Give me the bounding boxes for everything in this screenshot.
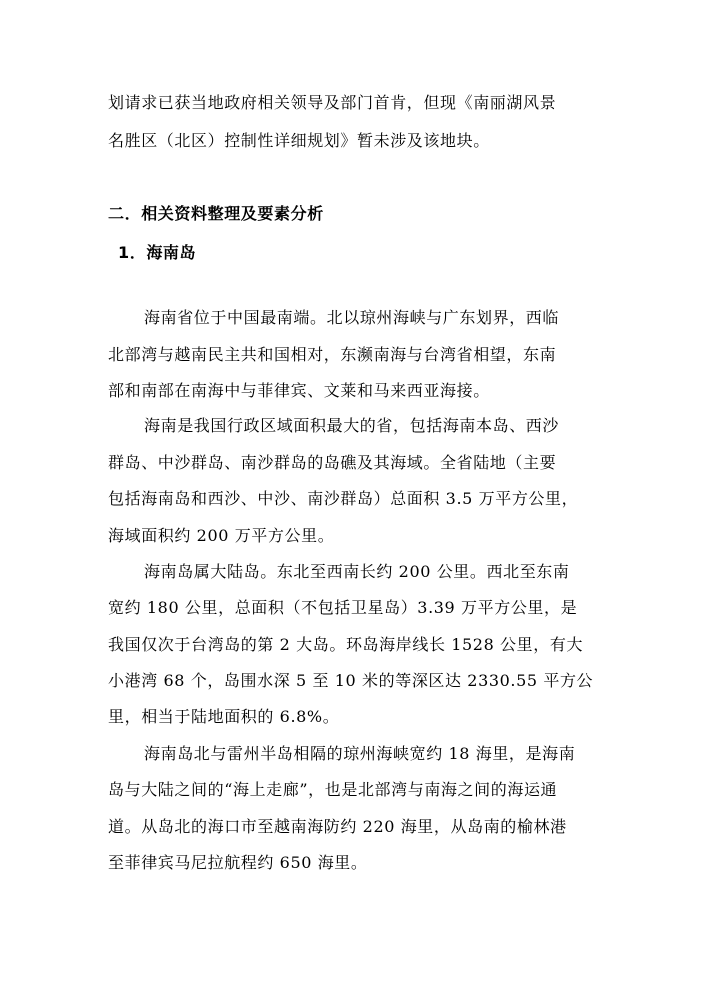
paragraph-line: 小港湾 68 个，岛围水深 5 至 10 米的等深区达 2330.55 平方公	[108, 671, 594, 690]
paragraph-line: 部和南部在南海中与菲律宾、文莱和马来西亚海接。	[108, 381, 490, 400]
paragraph-line: 海域面积约 200 万平方公里。	[108, 526, 335, 545]
intro-line: 名胜区（北区）控制性详细规划》暂未涉及该地块。	[108, 131, 490, 150]
paragraph-line: 海南岛北与雷州半岛相隔的琼州海峡宽约 18 海里，是海南	[144, 744, 576, 763]
paragraph-line: 里，相当于陆地面积的 6.8%。	[108, 707, 340, 726]
paragraph-line: 包括海南岛和西沙、中沙、南沙群岛）总面积 3.5 万平方公里，	[108, 489, 579, 508]
paragraph-line: 道。从岛北的海口市至越南海防约 220 海里，从岛南的榆林港	[108, 817, 567, 836]
paragraph-line: 海南省位于中国最南端。北以琼州海峡与广东划界，西临	[144, 308, 560, 327]
subsection-title: 1．海南岛	[118, 243, 197, 262]
paragraph-line: 海南岛属大陆岛。东北至西南长约 200 公里。西北至东南	[144, 562, 570, 581]
paragraph-line: 群岛、中沙群岛、南沙群岛的岛礁及其海域。全省陆地（主要	[108, 453, 557, 472]
paragraph-line: 我国仅次于台湾岛的第 2 大岛。环岛海岸线长 1528 公里，有大	[108, 635, 584, 654]
paragraph-line: 岛与大陆之间的“海上走廊”，也是北部湾与南海之间的海运通	[108, 780, 558, 799]
paragraph-line: 宽约 180 公里，总面积（不包括卫星岛）3.39 万平方公里，是	[108, 598, 578, 617]
intro-line: 划请求已获当地政府相关领导及部门首肯，但现《南丽湖风景	[108, 93, 557, 112]
paragraph-line: 北部湾与越南民主共和国相对，东濒南海与台湾省相望，东南	[108, 345, 557, 364]
paragraph-line: 至菲律宾马尼拉航程约 650 海里。	[108, 853, 368, 872]
paragraph-line: 海南是我国行政区域面积最大的省，包括海南本岛、西沙	[144, 416, 560, 435]
section-title: 二．相关资料整理及要素分析	[108, 204, 324, 223]
